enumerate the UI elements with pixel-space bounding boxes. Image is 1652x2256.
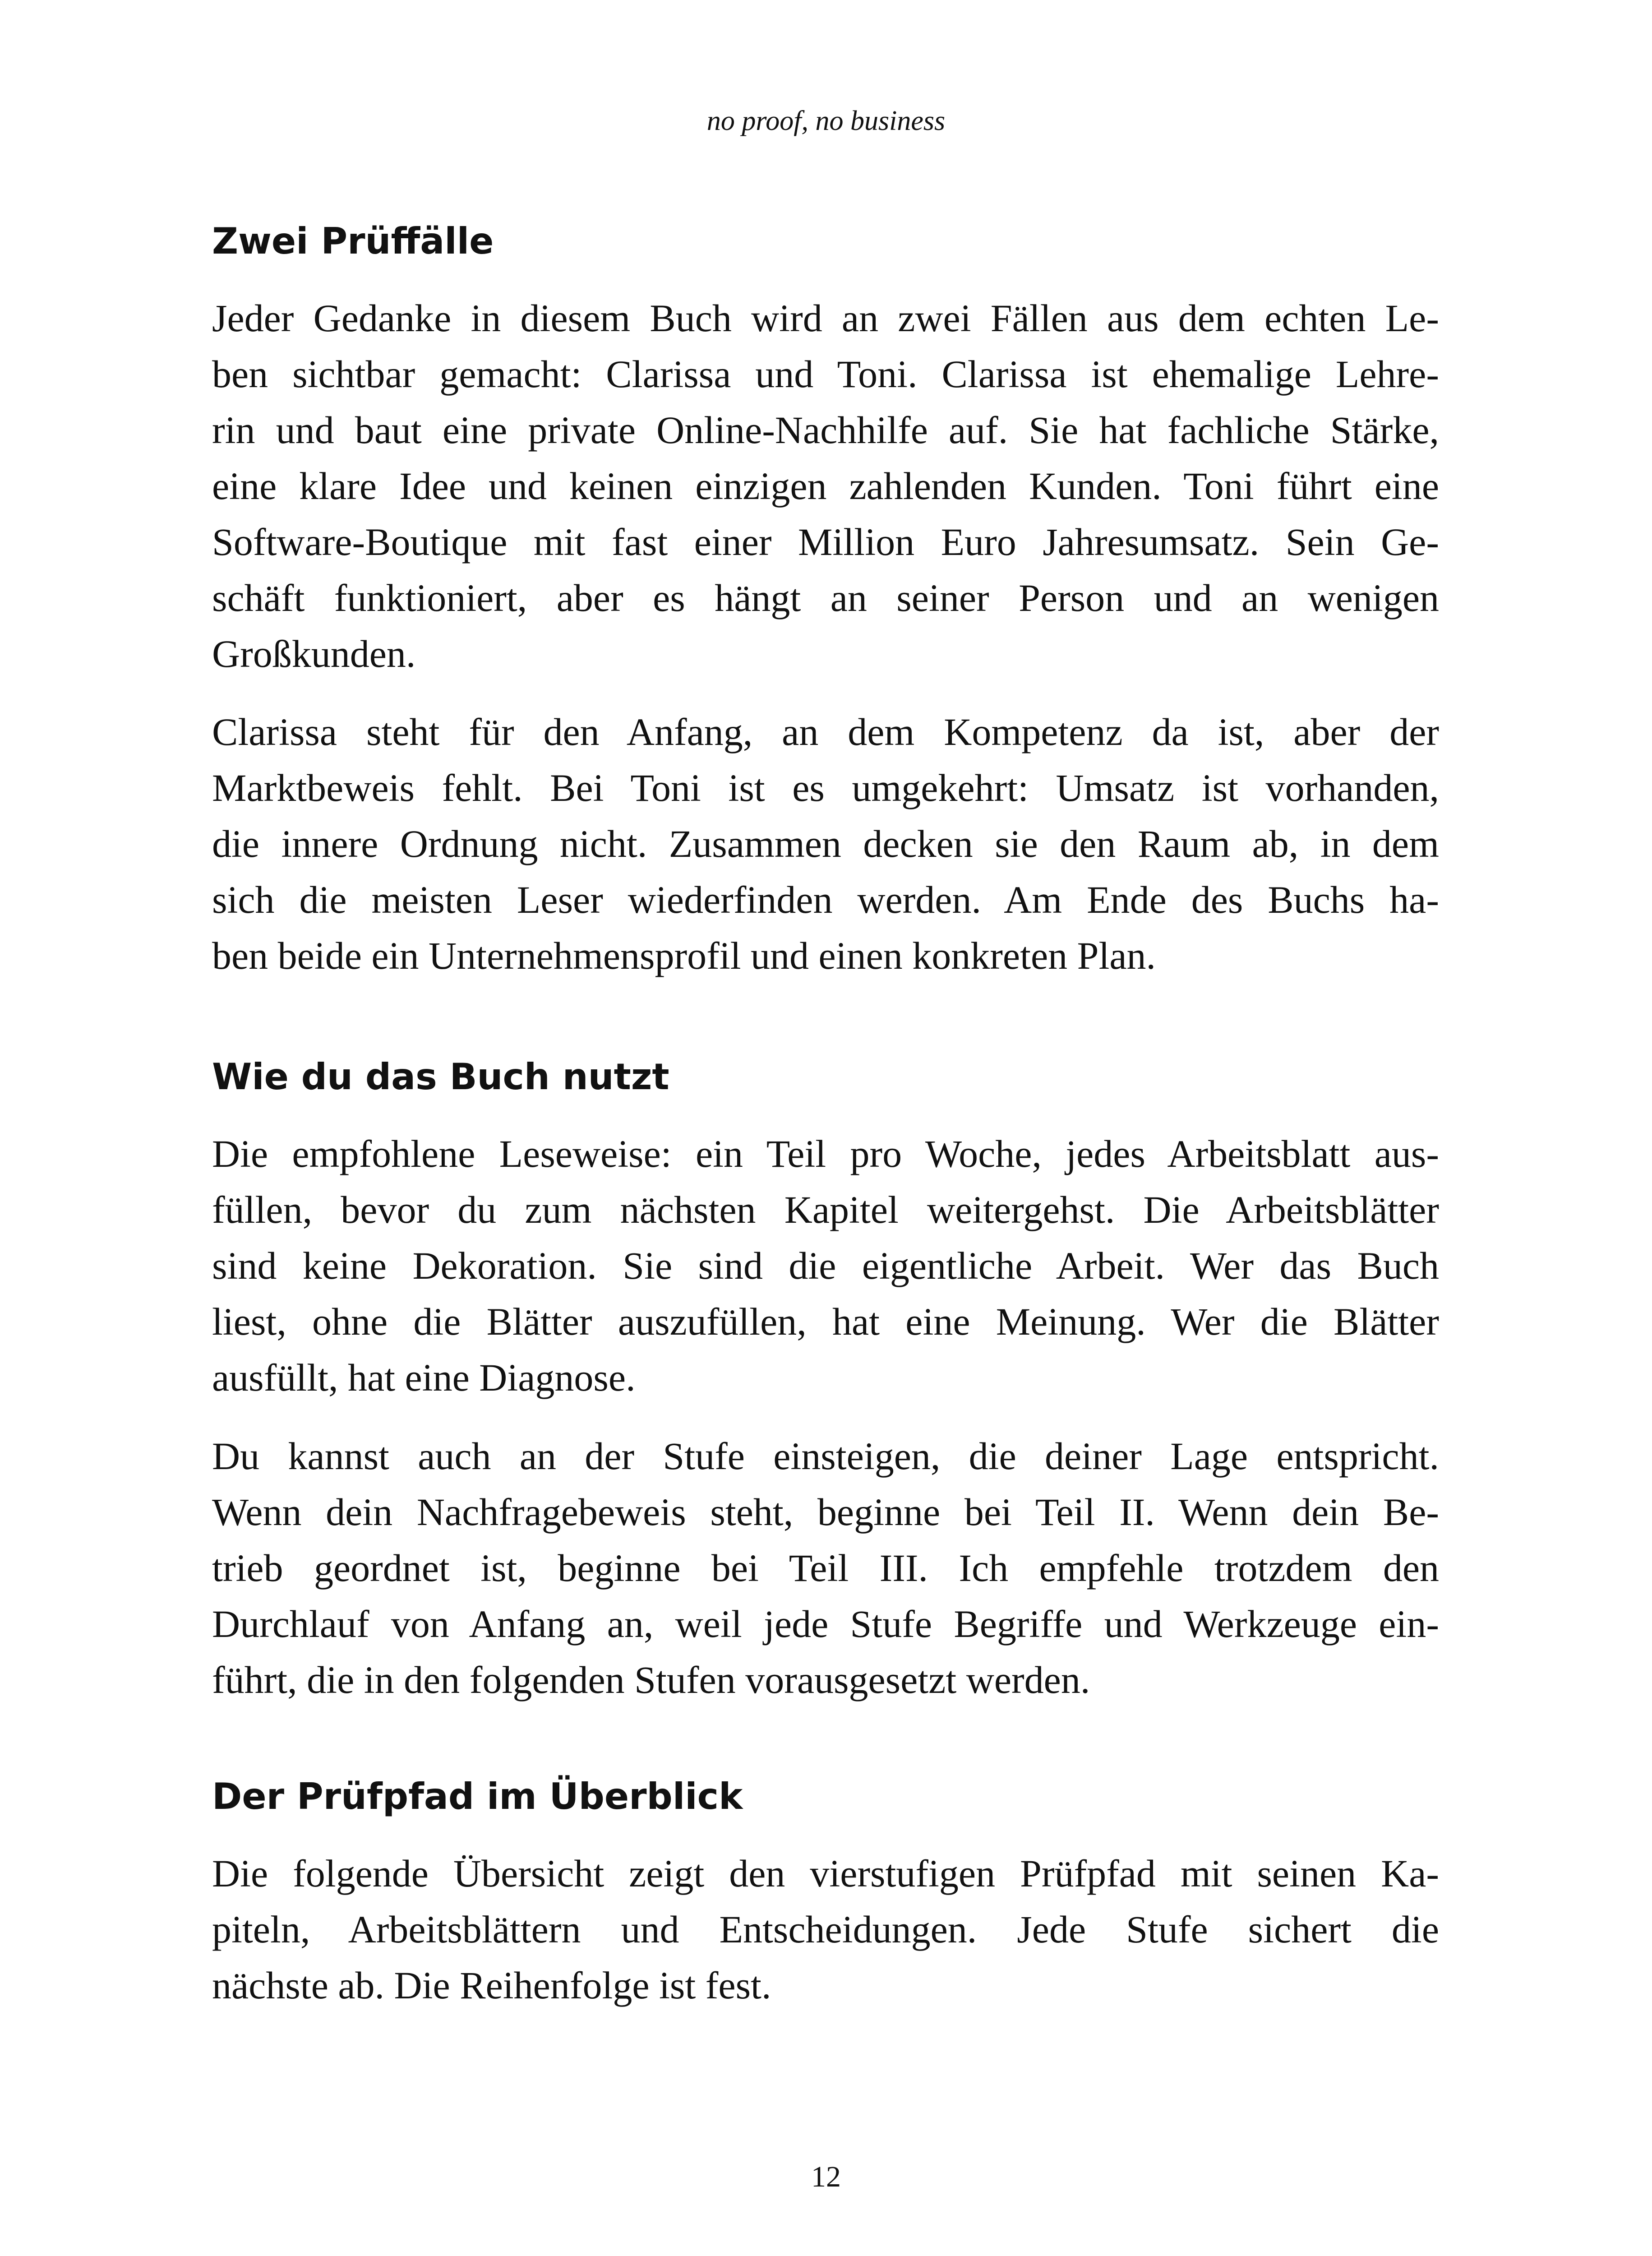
text-line: schäft funktioniert, aber es hängt an seiner Person und an wenigen — [212, 576, 1439, 619]
text-line: eine klare Idee und keinen einzigen zahlenden Kunden. Toni führt eine — [212, 464, 1439, 508]
text-line: Großkunden. — [212, 632, 416, 675]
paragraph — [212, 1428, 1439, 1708]
text-line: ben beide ein Unternehmensprofil und einen konkreten Plan. — [212, 934, 1156, 977]
paragraph — [212, 290, 1439, 682]
section-heading-zwei-prueffaelle: Zwei Prüffälle — [212, 220, 494, 262]
text-line: die innere Ordnung nicht. Zusammen decken sie den Raum ab, in dem — [212, 822, 1439, 865]
text-line: Clarissa steht für den Anfang, an dem Kompetenz da ist, aber der — [212, 710, 1439, 754]
text-line: Wenn dein Nachfragebeweis steht, beginne bei Teil II. Wenn dein Be- — [212, 1490, 1439, 1534]
text-line: trieb geordnet ist, beginne bei Teil III. Ich empfehle trotzdem den — [212, 1546, 1439, 1590]
text-line: Marktbeweis fehlt. Bei Toni ist es umgekehrt: Umsatz ist vorhanden, — [212, 766, 1439, 809]
section-heading-pruefpfad-ueberblick: Der Prüfpfad im Überblick — [212, 1775, 743, 1817]
paragraph — [212, 1126, 1439, 1405]
text-line: ben sichtbar gemacht: Clarissa und Toni. Clarissa ist ehemalige Lehre- — [212, 352, 1439, 396]
paragraph — [212, 1845, 1439, 2013]
section-heading-wie-du-das-buch-nutzt: Wie du das Buch nutzt — [212, 1056, 669, 1098]
text-line: piteln, Arbeitsblättern und Entscheidungen. Jede Stufe sichert die — [212, 1908, 1439, 1951]
text-line: liest, ohne die Blätter auszufüllen, hat eine Meinung. Wer die Blätter — [212, 1300, 1439, 1343]
text-line: sind keine Dekoration. Sie sind die eigentliche Arbeit. Wer das Buch — [212, 1244, 1439, 1287]
running-header: no proof, no business — [706, 106, 946, 136]
text-line: nächste ab. Die Reihenfolge ist fest. — [212, 1964, 771, 2007]
text-line: Durchlauf von Anfang an, weil jede Stufe Begriffe und Werkzeuge ein- — [212, 1602, 1439, 1646]
text-line: sich die meisten Leser wiederfinden werden. Am Ende des Buchs ha- — [212, 878, 1439, 921]
text-line: Jeder Gedanke in diesem Buch wird an zwei Fällen aus dem echten Le- — [212, 296, 1439, 340]
text-line: Du kannst auch an der Stufe einsteigen, die deiner Lage entspricht. — [212, 1434, 1439, 1478]
paragraph — [212, 704, 1439, 984]
text-line: rin und baut eine private Online-Nachhilfe auf. Sie hat fachliche Stärke, — [212, 408, 1439, 452]
text-line: füllen, bevor du zum nächsten Kapitel weitergehst. Die Arbeitsblätter — [212, 1188, 1439, 1231]
text-line: Die folgende Übersicht zeigt den vierstufigen Prüfpfad mit seinen Ka- — [212, 1852, 1439, 1895]
text-line: Software-Boutique mit fast einer Million Euro Jahresumsatz. Sein Ge- — [212, 520, 1439, 564]
text-line: Die empfohlene Leseweise: ein Teil pro Woche, jedes Arbeitsblatt aus- — [212, 1132, 1439, 1175]
text-line: führt, die in den folgenden Stufen vorausgesetzt werden. — [212, 1658, 1090, 1701]
page-number: 12 — [811, 2160, 841, 2193]
text-line: ausfüllt, hat eine Diagnose. — [212, 1356, 636, 1399]
